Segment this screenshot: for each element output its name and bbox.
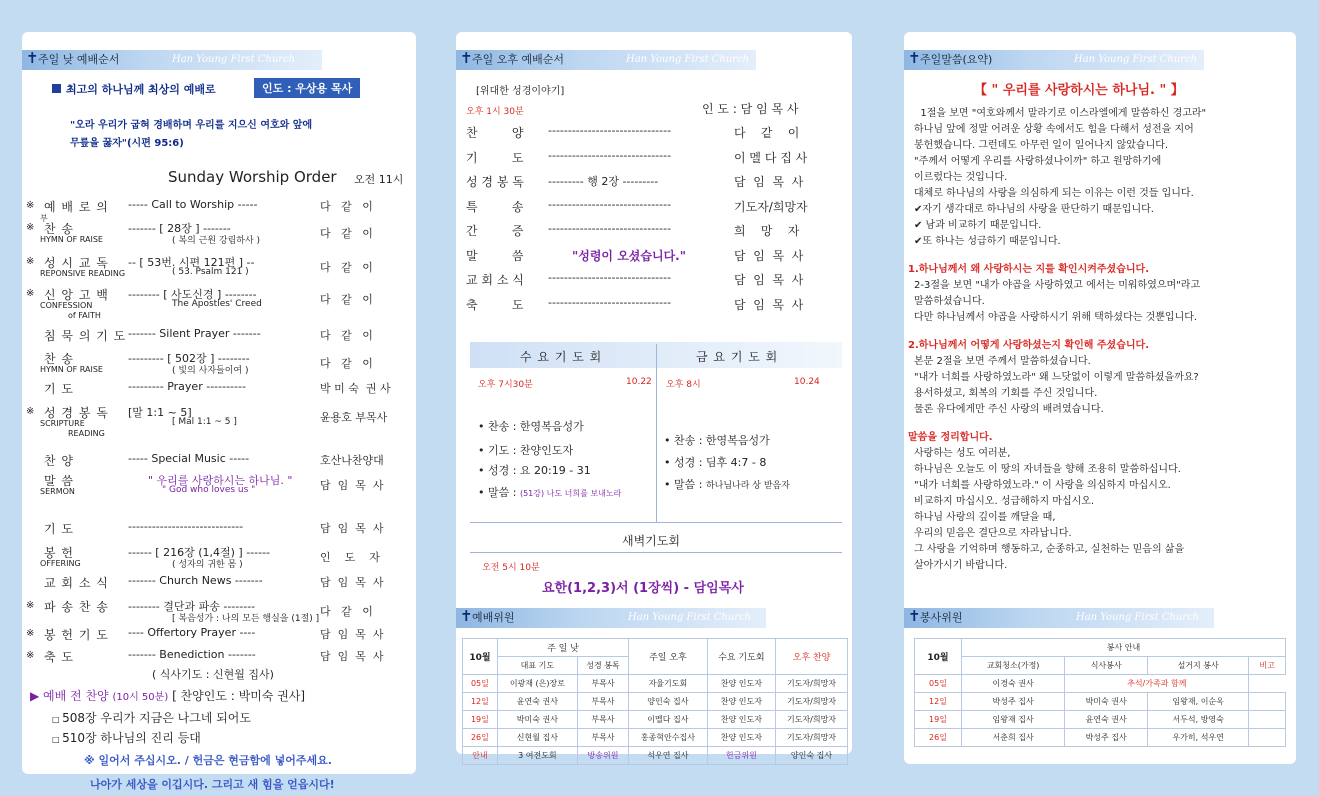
afternoon-item-detail: ------------------------------- — [548, 271, 672, 284]
table-cell: 윤연숙 권사 — [1065, 711, 1148, 729]
square-outline-icon: □ — [52, 715, 63, 724]
order-item-person: 담 임 목 사 — [320, 576, 384, 589]
committee-table: 10월 주 일 낮 주일 오후 수요 기도회 오후 찬양 대표 기도 성경 봉독 05일 이광재 (은)장로 부목사 자율기도회 찬양 인도자 기도자/희망자 12일 윤연숙 권사 부목사 양인숙 집사 찬양 인도자 기도자/희망자 19일 박미숙 권사 부목사 이멜다 집사 찬양 인도자 기도자/희망자 26일 신현월 집사 부목사 홍종혁안수집사 찬양 인도자 기도자/희망자 안내 3 여전도회 방송위원 석우연 집사 헌금위원 양인숙 집사 — [462, 638, 848, 765]
order-item-detail: ------- Silent Prayer ------- — [128, 327, 261, 340]
table-row — [463, 693, 848, 711]
order-item-detail: [말 1:1 ~ 5] — [128, 406, 192, 419]
verse-line-2: 무릎을 꿇자"(시편 95:6) — [70, 138, 184, 149]
afternoon-item-name: 특 송 — [466, 199, 524, 214]
table-cell: 찬양 인도자 — [707, 711, 775, 729]
order-item-name: 기 도 — [44, 382, 74, 396]
order-item-name: 찬 송 — [44, 222, 74, 236]
table-row — [463, 729, 848, 747]
afternoon-time: 오후 1시 30분 — [466, 107, 524, 117]
wed-item: • 말씀 : (51강) 나도 너희를 보내노라 — [478, 486, 622, 499]
afternoon-item-detail: --------- 행 2장 --------- — [548, 175, 659, 188]
header-title: 주일 오후 예배순서 — [472, 53, 565, 66]
table-cell: 12일 — [463, 693, 498, 711]
square-icon — [52, 84, 61, 93]
notice: ※ 일어서 주십시오. / 헌금은 현금함에 넣어주세요. — [84, 754, 332, 767]
table-cell: 05일 — [463, 675, 498, 693]
sermon-line: 하나님 사랑의 깊이를 깨달을 때, — [914, 512, 1056, 523]
table-cell: 양인숙 집사 — [776, 747, 848, 765]
service-header: ✝ 봉사위원 Han Young First Church — [904, 608, 1214, 628]
fri-time: 오후 8시 — [666, 380, 701, 390]
table-cell: 3 여전도회 — [497, 747, 577, 765]
order-item-name: 교 회 소 식 — [44, 576, 109, 590]
cross-icon: ✝ — [460, 607, 473, 625]
table-cell: 안내 — [463, 747, 498, 765]
order-item-detail-sub: ( 빛의 사자들이여 ) — [172, 366, 249, 376]
order-item-person: 담 임 목 사 — [320, 628, 384, 641]
order-item-name: 축 도 — [44, 650, 74, 664]
table-cell: 이광재 (은)장로 — [497, 675, 577, 693]
order-item-detail: ------- Benediction ------- — [128, 648, 256, 661]
afternoon-item-name: 간 증 — [466, 224, 524, 238]
order-item-detail: ------- Church News ------- — [128, 574, 263, 587]
order-item-sub: OFFERING — [40, 559, 81, 568]
table-cell: 신현월 집사 — [497, 729, 577, 747]
morning-worship-panel — [22, 32, 416, 774]
afternoon-item-person: 다 같 이 — [734, 126, 800, 140]
order-item-person: 다 같 이 — [320, 261, 373, 274]
order-item-person: 호산나찬양대 — [320, 454, 384, 467]
table-cell: 26일 — [463, 729, 498, 747]
meal-prayer: ( 식사기도 : 신현월 집사) — [152, 668, 274, 681]
section-header — [456, 50, 756, 70]
table-cell: 추석/가족과 함께 — [1065, 675, 1249, 693]
church-name: Han Young First Church — [172, 54, 296, 65]
table-cell: 우가히, 석우연 — [1148, 729, 1249, 747]
afternoon-item-detail: ------------------------------- — [548, 148, 672, 162]
section-header — [904, 50, 1204, 70]
sermon-line: 대체로 하나님의 사랑을 의심하게 되는 이유는 이런 것들 입니다. — [914, 188, 1194, 199]
stand-mark: ※ — [26, 200, 35, 211]
table-row — [463, 747, 848, 765]
table-cell: 부목사 — [577, 729, 628, 747]
sermon-heading: 1.하나님께서 왜 사랑하시는 지를 확인시켜주셨습니다. — [908, 264, 1150, 275]
sermon-line: 다만 하나님께서 야곱을 사랑하시기 위해 택하셨다는 것뿐입니다. — [914, 312, 1198, 323]
banner-title: 최고의 하나님께 최상의 예배로 — [52, 81, 216, 97]
fri-item: • 찬송 : 한영복음성가 — [664, 434, 770, 447]
stand-mark: ※ — [26, 628, 35, 639]
table-cell: 05일 — [915, 675, 962, 693]
order-item-detail: ----- Call to Worship ----- — [128, 198, 258, 211]
sermon-heading: 2.하나님께서 어떻게 사랑하셨는지 확인해 주셨습니다. — [908, 340, 1150, 351]
square-outline-icon: □ — [52, 735, 63, 744]
order-item-sub: 부 — [40, 214, 48, 223]
table-cell: 방송위원 — [577, 747, 628, 765]
afternoon-item-name: 축 도 — [466, 297, 524, 312]
table-row — [915, 693, 1286, 711]
order-item-person: 다 같 이 — [320, 605, 373, 618]
section-header — [22, 50, 322, 70]
afternoon-item-detail: "성령이 오셨습니다." — [572, 248, 686, 263]
wed-title: 수 요 기 도 회 — [520, 350, 603, 364]
order-item-person: 윤용호 부목사 — [320, 411, 388, 424]
order-item-detail: ------- [ 28장 ] ------- — [128, 222, 231, 235]
afternoon-item-detail: ------------------------------- — [548, 295, 672, 309]
order-item-detail-sub: ( 성자의 귀한 몸 ) — [172, 560, 243, 570]
committee-header: ✝ 예배위원 Han Young First Church — [456, 608, 766, 628]
order-item-person: 담 임 목 사 — [320, 479, 384, 492]
order-item-sub: CONFESSION — [40, 301, 93, 310]
wed-date: 10.22 — [626, 377, 652, 387]
leader-badge: 인도 : 우상용 목사 — [254, 78, 360, 98]
stand-mark: ※ — [26, 222, 35, 233]
order-item-name: 예 배 로 의 — [44, 200, 109, 214]
order-item-detail-sub: " God who loves us " — [162, 485, 256, 495]
sermon-summary-panel — [904, 32, 1296, 764]
order-item-detail-sub: [ 복음성가 : 나의 모든 행실을 (1절) ] — [172, 614, 320, 624]
service-table: 10월 봉사 안내 교회청소(가정) 식사봉사 설거지 봉사 비고 05일 이경숙 권사 추석/가족과 함께 12일 박성주 집사 박미숙 권사 임왕재, 이순옥 19일 임왕재 집사 윤연숙 권사 서두석, 방영숙 26일 서춘희 집사 박성주 집사 우가히, 석우연 — [914, 638, 1286, 747]
order-time: 오전 11시 — [354, 173, 404, 186]
afternoon-worship-panel — [456, 32, 852, 760]
order-item-detail: --------- Prayer ---------- — [128, 380, 246, 393]
table-cell: 찬양 인도자 — [707, 675, 775, 693]
table-cell: 임왕재, 이순옥 — [1148, 693, 1249, 711]
order-item-sub: HYMN OF RAISE — [40, 235, 103, 244]
stand-mark: ※ — [26, 600, 35, 611]
sermon-line: 2-3절을 보면 "내가 야곱을 사랑하였고 에서는 미워하였으며"라고 — [914, 280, 1201, 291]
table-cell: 기도자/희망자 — [776, 693, 848, 711]
cross-icon: ✝ — [460, 49, 473, 67]
order-item-detail: ---- Offertory Prayer ---- — [128, 626, 256, 639]
order-item-detail: ----- Special Music ----- — [128, 452, 250, 465]
afternoon-item-name: 교 회 소 식 — [466, 273, 524, 287]
order-item-detail: --------- [ 502장 ] -------- — [128, 352, 250, 365]
wed-item: • 찬송 : 한영복음성가 — [478, 420, 584, 433]
order-item-name: 성 경 봉 독 — [44, 406, 109, 420]
table-cell: 홍종혁안수집사 — [629, 729, 708, 747]
fri-title: 금 요 기 도 회 — [696, 350, 779, 364]
table-cell: 12일 — [915, 693, 962, 711]
cross-icon: ✝ — [908, 607, 921, 625]
song-1: □ 508장 우리가 지금은 나그네 되어도 — [52, 711, 251, 725]
order-item-name: 기 도 — [44, 522, 74, 536]
order-item-person: 다 같 이 — [320, 227, 373, 240]
church-name: Han Young First Church — [626, 54, 750, 65]
afternoon-item-person: 담 임 목 사 — [734, 297, 804, 312]
sermon-line: 본문 2절을 보면 주께서 말씀하셨습니다. — [914, 356, 1091, 367]
order-item-person: 담 임 목 사 — [320, 522, 384, 535]
table-cell — [1249, 711, 1286, 729]
table-cell: 자율기도회 — [629, 675, 708, 693]
table-cell: 기도자/희망자 — [776, 675, 848, 693]
table-cell: 박성주 집사 — [961, 693, 1064, 711]
table-cell: 이멜다 집사 — [629, 711, 708, 729]
stand-mark: ※ — [26, 650, 35, 661]
sermon-line: ✔또 하나는 성급하기 때문입니다. — [914, 236, 1061, 247]
stand-mark: ※ — [26, 406, 35, 417]
order-item-detail-sub: ( 복의 근원 강림하사 ) — [172, 236, 261, 246]
table-cell: 부목사 — [577, 711, 628, 729]
sermon-line: 용서하셨고, 회복의 기회를 주신 것입니다. — [914, 388, 1098, 399]
table-row — [915, 729, 1286, 747]
order-item-person: 다 같 이 — [320, 329, 373, 342]
afternoon-item-person: 이 멜 다 집 사 — [734, 150, 808, 165]
table-cell: 부목사 — [577, 693, 628, 711]
afternoon-item-name: 기 도 — [466, 150, 524, 165]
order-item-detail: -------- 결단과 파송 -------- — [128, 600, 256, 613]
sermon-line: 봉헌했습니다. 그런데도 아무런 일이 일어나지 않았습니다. — [914, 140, 1169, 151]
order-item-detail: " 우리를 사랑하시는 하나님. " — [148, 474, 293, 487]
table-cell: 26일 — [915, 729, 962, 747]
order-item-sub: of FAITH — [68, 311, 101, 320]
order-item-name: 찬 양 — [44, 454, 74, 468]
order-item-detail: ------ [ 216장 (1,4절) ] ------ — [128, 546, 271, 559]
fri-item: • 성경 : 딤후 4:7 - 8 — [664, 456, 767, 469]
order-item-detail: -- [ 53번. 시편 121편 ] -- — [128, 256, 255, 269]
sermon-line: 물론 유다에게만 주신 사랑의 배려였습니다. — [914, 404, 1104, 415]
afternoon-label: [위대한 성경이야기] — [476, 86, 565, 97]
church-name: Han Young First Church — [1074, 54, 1198, 65]
table-cell: 19일 — [915, 711, 962, 729]
verse-line-1: "오라 우리가 굽혀 경배하며 우리를 지으신 여호와 앞에 — [70, 120, 313, 131]
table-cell: 19일 — [463, 711, 498, 729]
afternoon-item-person: 희 망 자 — [734, 224, 800, 238]
table-cell: 박성주 집사 — [1065, 729, 1148, 747]
order-item-person: 다 같 이 — [320, 293, 373, 306]
sermon-line: 말씀하셨습니다. — [914, 296, 985, 307]
afternoon-item-person: 담 임 목 사 — [734, 248, 804, 263]
header-title: 주일 낮 예배순서 — [38, 53, 120, 66]
afternoon-item-person: 기도자/희망자 — [734, 199, 808, 214]
afternoon-item-detail: ------------------------------- — [548, 124, 672, 137]
afternoon-item-person: 담 임 목 사 — [734, 273, 804, 287]
order-item-name: 침 묵 의 기 도 — [44, 329, 127, 343]
sermon-line: 이르렀다는 것입니다. — [914, 172, 1008, 183]
order-item-detail-sub: ( 53. Psalm 121 ) — [172, 267, 249, 277]
sermon-line: 하나님은 오늘도 이 땅의 자녀들을 향해 조용히 말씀하십니다. — [914, 464, 1181, 475]
sermon-line: 그 사랑을 기억하며 행동하고, 순종하고, 실천하는 믿음의 삶을 — [914, 544, 1185, 555]
dawn-text: 요한(1,2,3)서 (1장씩) - 담임목사 — [542, 581, 744, 596]
order-item-name: 찬 송 — [44, 352, 74, 366]
table-cell: 부목사 — [577, 675, 628, 693]
sermon-line: 우리의 믿음은 결단으로 자라납니다. — [914, 528, 1072, 539]
header-title: 주일말씀(요약) — [920, 53, 993, 66]
table-cell: 이경숙 권사 — [961, 675, 1064, 693]
order-item-person: 인 도 자 — [320, 551, 380, 564]
table-cell: 양인숙 집사 — [629, 693, 708, 711]
table-cell: 기도자/희망자 — [776, 729, 848, 747]
table-cell: 박미숙 권사 — [497, 711, 577, 729]
sermon-line: 1절을 보면 "여호와께서 말라기로 이스라엘에게 말씀하신 경고라" — [914, 108, 1207, 119]
table-cell: 임왕재 집사 — [961, 711, 1064, 729]
cross-icon: ✝ — [908, 49, 921, 67]
order-item-name: 봉 헌 — [44, 546, 74, 560]
table-cell: 헌금위원 — [707, 747, 775, 765]
sermon-line: "내가 너희를 사랑하였노라" 왜 느닷없이 이렇게 말씀하셨을까요? — [914, 372, 1199, 383]
sermon-line: 비교하지 마십시오. 성급해하지 마십시오. — [914, 496, 1095, 507]
afternoon-item-name: 성 경 봉 독 — [466, 175, 524, 189]
order-item-sub: HYMN OF RAISE — [40, 365, 103, 374]
afternoon-leader: 인 도 : 담 임 목 사 — [702, 102, 799, 116]
order-item-person: 박 미 숙 권 사 — [320, 382, 391, 395]
table-row — [463, 675, 848, 693]
pre-worship-title: ▶ 예배 전 찬양 (10시 50분) [ 찬양인도 : 박미숙 권사] — [30, 689, 306, 703]
table-cell: 찬양 인도자 — [707, 729, 775, 747]
wed-time: 오후 7시30분 — [478, 380, 533, 390]
afternoon-item-person: 담 임 목 사 — [734, 175, 804, 189]
order-item-name: 파 송 찬 송 — [44, 600, 109, 614]
table-cell: 찬양 인도자 — [707, 693, 775, 711]
stand-mark: ※ — [26, 256, 35, 267]
song-2: □ 510장 하나님의 진리 등대 — [52, 731, 201, 745]
sermon-heading: 말씀을 정리합니다. — [908, 432, 993, 443]
table-cell: 기도자/희망자 — [776, 711, 848, 729]
table-cell: 서춘희 집사 — [961, 729, 1064, 747]
wed-item: • 기도 : 찬양인도자 — [478, 444, 574, 457]
order-item-detail-sub: The Apostles' Creed — [172, 299, 262, 309]
sermon-line: ✔자기 생각대로 하나님의 사랑을 판단하기 때문입니다. — [914, 204, 1154, 215]
afternoon-item-detail: ------------------------------- — [548, 222, 672, 235]
order-item-sub: SERMON — [40, 487, 75, 496]
table-row — [463, 711, 848, 729]
order-item-name: 성 시 교 독 — [44, 256, 109, 270]
order-item-person: 다 같 이 — [320, 200, 373, 213]
table-cell — [1249, 729, 1286, 747]
order-item-sub: REPONSIVE READING — [40, 269, 126, 278]
order-item-detail: ----------------------------- — [128, 520, 244, 533]
table-row — [915, 711, 1286, 729]
table-cell: 서두석, 방영숙 — [1148, 711, 1249, 729]
order-item-sub: SCRIPTURE — [40, 419, 85, 428]
sermon-line: 하나님 앞에 정말 어려운 상황 속에서도 힘을 다해서 성전을 지어 — [914, 124, 1194, 135]
afternoon-item-name: 말 씀 — [466, 248, 524, 263]
table-cell — [1249, 693, 1286, 711]
order-title: Sunday Worship Order — [168, 168, 337, 186]
motto: 나아가 세상을 이깁시다. 그리고 새 힘을 얻읍시다! — [90, 778, 335, 791]
order-item-sub: READING — [68, 429, 105, 438]
dawn-time: 오전 5시 10분 — [482, 563, 540, 573]
wed-item: • 성경 : 요 20:19 - 31 — [478, 464, 591, 477]
sermon-line: "내가 너희를 사랑하였노라." 이 사랑을 의심하지 마십시오. — [914, 480, 1171, 491]
table-row — [915, 675, 1286, 693]
dawn-title: 새벽기도회 — [622, 534, 680, 548]
stand-mark: ※ — [26, 288, 35, 299]
sermon-line: 살아가시기 바랍니다. — [914, 560, 1008, 571]
triangle-icon: ▶ — [30, 689, 44, 703]
sermon-line: ✔ 남과 비교하기 때문입니다. — [914, 220, 1042, 231]
order-item-name: 말 씀 — [44, 474, 74, 488]
sermon-title: 【 " 우리를 사랑하시는 하나님. " 】 — [974, 83, 1184, 98]
fri-item: • 말씀 : 하나님나라 상 받음자 — [664, 478, 790, 491]
order-item-person: 담 임 목 사 — [320, 650, 384, 663]
table-cell: 박미숙 권사 — [1065, 693, 1148, 711]
order-item-person: 다 같 이 — [320, 357, 373, 370]
table-cell: 윤연숙 권사 — [497, 693, 577, 711]
sermon-line: "주께서 어떻게 우리를 사랑하셨나이까" 하고 원망하기에 — [914, 156, 1162, 167]
order-item-name: 신 앙 고 백 — [44, 288, 109, 302]
table-cell: 석우연 집사 — [629, 747, 708, 765]
order-item-detail: -------- [ 사도신경 ] -------- — [128, 288, 257, 301]
afternoon-item-name: 찬 양 — [466, 126, 524, 140]
cross-icon: ✝ — [26, 49, 39, 67]
fri-date: 10.24 — [794, 377, 820, 387]
sermon-line: 사랑하는 성도 여러분, — [914, 448, 1011, 459]
order-item-detail-sub: [ Mal 1:1 ~ 5 ] — [172, 417, 237, 427]
afternoon-item-detail: ------------------------------- — [548, 197, 672, 211]
order-item-name: 봉 헌 기 도 — [44, 628, 109, 642]
